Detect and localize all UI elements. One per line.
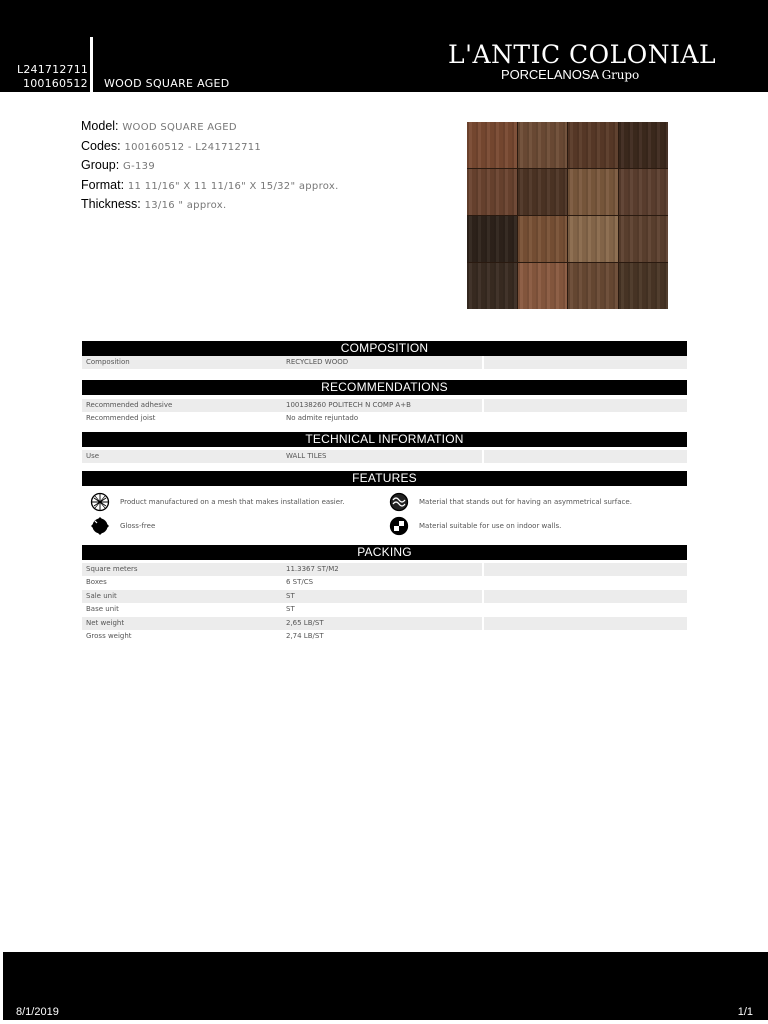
technical-section	[82, 432, 687, 463]
row-value: 100138260 POLITECH N COMP A+B	[286, 401, 411, 409]
product-code-secondary: 100160512	[23, 77, 88, 90]
technical-header: TECHNICAL INFORMATION	[82, 432, 687, 447]
brand-subtitle	[501, 67, 639, 82]
recommendations-header: RECOMMENDATIONS	[82, 380, 687, 395]
product-info	[81, 119, 441, 217]
table-row	[82, 563, 687, 576]
row-label: Recommended joist	[86, 414, 156, 423]
row-value: ST	[286, 591, 295, 600]
packing-section	[82, 545, 687, 643]
features-header: FEATURES	[82, 471, 687, 486]
footer-page-number: 1/1	[737, 1006, 753, 1018]
group-value: G-139	[123, 161, 155, 172]
row-label: Base unit	[86, 605, 119, 614]
group-row	[81, 158, 441, 178]
codes-label: Codes:	[81, 138, 121, 153]
footer-bar	[3, 952, 768, 1020]
group-label: Group:	[81, 158, 120, 172]
wood-block	[518, 122, 568, 168]
row-value: 11.3367 ST/M2	[286, 565, 339, 573]
composition-section	[82, 341, 687, 369]
model-value: WOOD SQUARE AGED	[122, 122, 237, 133]
row-label: Net weight	[86, 618, 125, 627]
row-value: 2,65 LB/ST	[286, 618, 324, 627]
features-section	[82, 471, 687, 486]
row-value: 2,74 LB/ST	[286, 631, 324, 640]
codes-row	[81, 139, 441, 159]
header-divider	[90, 37, 93, 92]
header-model-name: WOOD SQUARE AGED	[104, 77, 230, 90]
row-label: Gross weight	[86, 631, 132, 640]
table-row	[82, 617, 687, 630]
thickness-value: 13/16 " approx.	[144, 200, 227, 211]
feature-item	[90, 516, 155, 536]
format-row	[81, 178, 441, 198]
codes-value: 100160512 - L241712711	[124, 141, 262, 153]
brand-subtitle-name: PORCELANOSA	[501, 67, 599, 82]
format-value: 11 11/16" X 11 11/16" X 15/32" approx.	[127, 180, 339, 192]
row-extra	[482, 399, 687, 412]
table-row	[82, 590, 687, 603]
feature-text: Product manufactured on a mesh that makes installation easier.	[120, 498, 345, 506]
product-code-primary: L241712711	[17, 63, 89, 76]
row-value: 6 ST/CS	[286, 578, 314, 587]
feature-text: Material that stands out for having an asymmetrical surface.	[419, 498, 632, 506]
wood-block	[568, 122, 618, 168]
row-extra	[482, 630, 687, 643]
row-label: Use	[86, 452, 100, 460]
wood-block	[467, 169, 517, 215]
wood-block	[619, 216, 669, 262]
composition-header: COMPOSITION	[82, 341, 687, 356]
row-label: Boxes	[86, 578, 107, 587]
row-label: Square meters	[86, 565, 138, 573]
mesh-icon	[90, 492, 110, 512]
wood-block	[518, 263, 568, 309]
row-value: WALL TILES	[286, 452, 327, 460]
indoor-walls-icon	[389, 516, 409, 536]
row-extra	[482, 412, 687, 425]
packing-header: PACKING	[82, 545, 687, 560]
footer-date: 8/1/2019	[16, 1006, 59, 1018]
table-row	[82, 356, 687, 369]
wood-block	[568, 169, 618, 215]
feature-text: Gloss-free	[120, 522, 156, 530]
gloss-free-icon	[90, 516, 110, 536]
feature-item	[90, 492, 345, 512]
wood-block	[568, 216, 618, 262]
model-label: Model:	[81, 119, 119, 133]
feature-text: Material suitable for use on indoor walls.	[419, 522, 562, 530]
feature-item	[389, 516, 561, 536]
row-label: Recommended adhesive	[86, 401, 173, 409]
wood-block	[619, 169, 669, 215]
row-value: No admite rejuntado	[286, 414, 359, 423]
row-extra	[482, 563, 687, 576]
model-row	[81, 119, 441, 139]
thickness-label: Thickness:	[81, 197, 141, 211]
row-label: Composition	[86, 358, 130, 366]
row-extra	[482, 356, 687, 369]
feature-item	[389, 492, 632, 512]
brand-subtitle-grupo: Grupo	[601, 68, 640, 82]
table-row	[82, 412, 687, 425]
wood-block	[568, 263, 618, 309]
thickness-row	[81, 197, 441, 217]
wood-block	[518, 216, 568, 262]
table-row	[82, 603, 687, 616]
asymmetric-surface-icon	[389, 492, 409, 512]
header-bar	[0, 0, 768, 92]
row-extra	[482, 450, 687, 463]
wood-block	[518, 169, 568, 215]
recommendations-section	[82, 380, 687, 426]
row-label: Sale unit	[86, 591, 117, 600]
wood-block	[619, 122, 669, 168]
row-value: ST	[286, 605, 295, 614]
table-row	[82, 576, 687, 589]
table-row	[82, 630, 687, 643]
wood-block	[467, 122, 517, 168]
row-extra	[482, 617, 687, 630]
table-row	[82, 450, 687, 463]
product-image	[467, 122, 668, 309]
row-extra	[482, 603, 687, 616]
format-label: Format:	[81, 177, 125, 192]
row-extra	[482, 576, 687, 589]
wood-block	[467, 263, 517, 309]
row-extra	[482, 590, 687, 603]
wood-block	[619, 263, 669, 309]
wood-block	[467, 216, 517, 262]
row-value: RECYCLED WOOD	[286, 358, 349, 366]
table-row	[82, 399, 687, 412]
brand-logo: L'ANTIC COLONIAL	[448, 40, 717, 69]
